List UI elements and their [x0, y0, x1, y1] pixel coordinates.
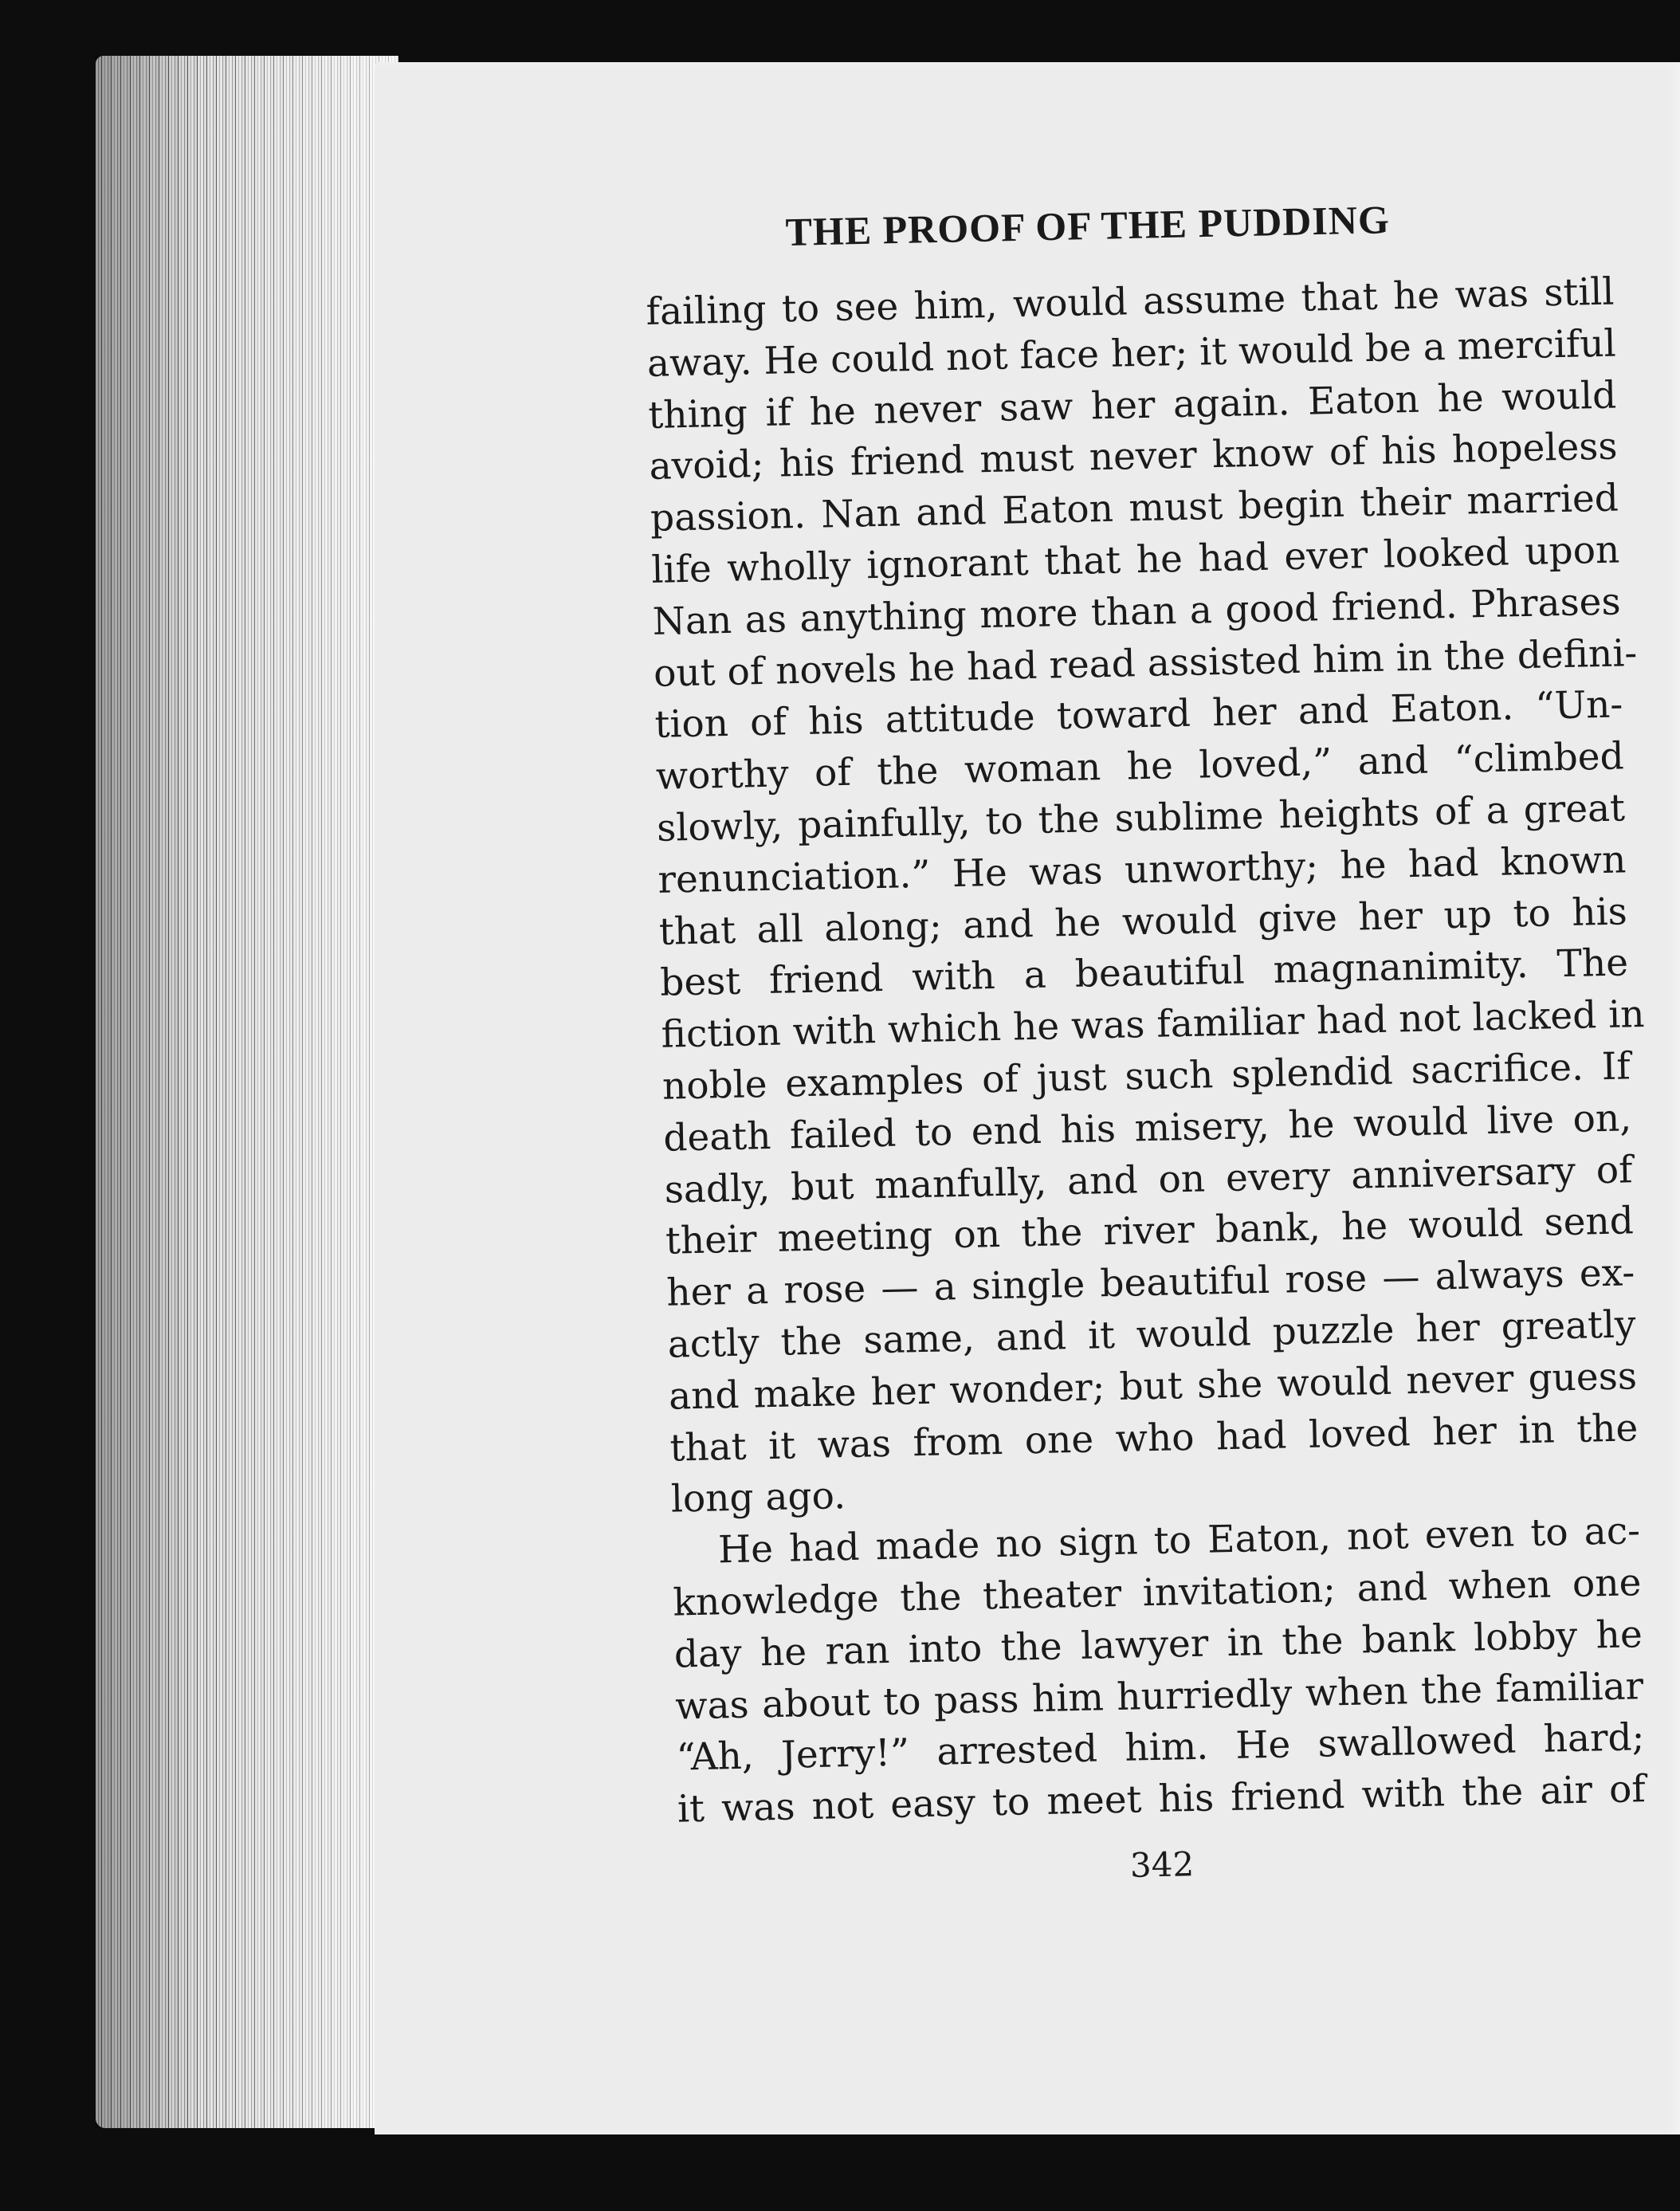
text-line: it was not easy to meet his friend with the air of: [677, 1767, 1647, 1832]
text-line: knowledge the theater invitation; and when one: [673, 1561, 1642, 1625]
text-line: passion. Nan and Eaton must begin their married: [650, 476, 1619, 541]
text-line: long ago.: [670, 1474, 846, 1522]
text-line: slowly, painfully, to the sublime heights of a great: [656, 786, 1626, 850]
text-line: her a rose — a single beautiful rose — always ex-: [665, 1251, 1635, 1315]
text-line: noble examples of just such splendid sacrifice. If: [661, 1044, 1631, 1109]
text-line: and make her wonder; but she would never guess: [668, 1353, 1638, 1419]
page-edges: [96, 56, 398, 2128]
page-number: 342: [1129, 1844, 1195, 1885]
text-line: avoid; his friend must never know of his hopeless: [649, 424, 1619, 489]
text-line: out of novels he had read assisted him in the defini-: [653, 630, 1638, 696]
text-line: death failed to end his misery, he would live on,: [662, 1096, 1632, 1160]
text-line: “Ah, Jerry!” arrested him. He swallowed hard;: [676, 1715, 1645, 1780]
text-line: renunciation.” He was unworthy; he had known: [657, 838, 1627, 902]
text-line: best friend with a beautiful magnanimity. The: [659, 941, 1629, 1006]
running-head: THE PROOF OF THE PUDDING: [785, 197, 1391, 254]
text-line: day he ran into the lawyer in the bank lobby he: [673, 1612, 1643, 1677]
text-line: sadly, but manfully, and on every anniversary of: [664, 1147, 1634, 1212]
paragraph-2: [672, 1506, 1647, 1836]
text-line: that it was from one who had loved her in the: [669, 1405, 1639, 1471]
text-line: fiction with which he was familiar had not lacked in: [661, 992, 1646, 1057]
text-line: life wholly ignorant that he had ever looked upon: [650, 528, 1620, 592]
text-line: worthy of the woman he loved,” and “climbed: [655, 734, 1625, 799]
text-line: tion of his attitude toward her and Eaton. “Un-: [654, 682, 1623, 748]
body-text: [646, 267, 1646, 1836]
paragraph-1: [646, 267, 1646, 1526]
text-line: their meeting on the river bank, he would send: [665, 1199, 1635, 1264]
text-line: was about to pass him hurriedly when the familiar: [674, 1663, 1644, 1729]
text-line: Nan as anything more than a good friend. Phrases: [652, 579, 1622, 644]
text-line: failing to see him, would assume that he was still: [646, 269, 1615, 334]
text-line: actly the same, and it would puzzle her greatly: [667, 1302, 1637, 1367]
text-line: thing if he never saw her again. Eaton he would: [647, 373, 1617, 438]
text-line: that all along; and he would give her up to his: [658, 889, 1628, 954]
text-line: away. He could not face her; it would be a merciful: [646, 321, 1617, 386]
text-line: He had made no sign to Eaton, not even to ac-: [717, 1509, 1641, 1573]
